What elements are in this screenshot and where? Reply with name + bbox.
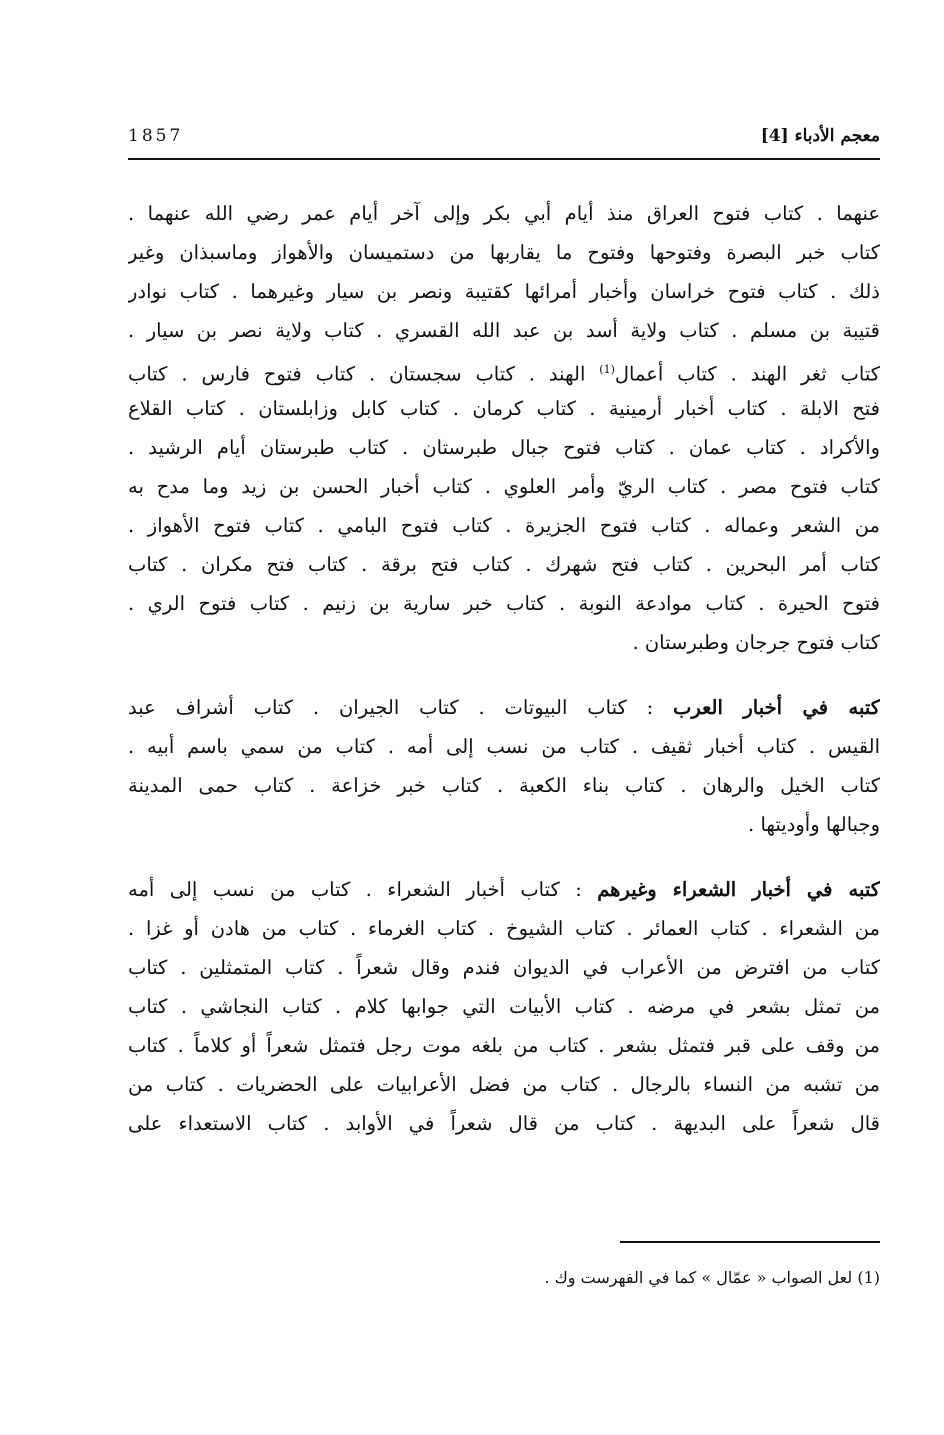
- line-start: كتاب ثغر الهند . كتاب أعمال: [614, 362, 880, 386]
- footnote: (1) لعل الصواب « عمّال » كما في الفهرست وك .: [544, 1268, 880, 1287]
- text-line: من الشعر وعماله . كتاب فتوح الجزيرة . كتاب فتوح البامي . كتاب فتوح الأهواز .: [128, 514, 880, 537]
- text-line: كتاب أمر البحرين . كتاب فتح شهرك . كتاب فتح برقة . كتاب فتح مكران . كتاب: [128, 553, 880, 576]
- paragraph-gap: [128, 844, 880, 870]
- page-number: 1857: [128, 126, 184, 146]
- text-line: كتاب فتوح مصر . كتاب الريّ وأمر العلوي . كتاب أخبار الحسن بن زيد وما مدح به: [128, 475, 880, 498]
- text-line: من تمثل بشعر في مرضه . كتاب الأبيات التي جوابها كلام . كتاب النجاشي . كتاب: [128, 995, 880, 1018]
- text-line: ذلك . كتاب فتوح خراسان وأخبار أمرائها كقتيبة ونصر بن سيار وغيرهما . كتاب نوادر: [128, 280, 880, 303]
- paragraph-arab-news: [128, 688, 880, 844]
- paragraph-poets: [128, 870, 880, 1143]
- page-header: [128, 124, 880, 154]
- text-line: من الشعراء . كتاب العمائر . كتاب الشيوخ . كتاب الغرماء . كتاب من هادن أو غزا .: [128, 917, 880, 940]
- text-line: عنهما . كتاب فتوح العراق منذ أيام أبي بكر وإلى آخر أيام عمر رضي الله عنهما .: [128, 202, 880, 225]
- section-heading: كتبه في أخبار الشعراء وغيرهم: [597, 878, 880, 901]
- section-heading: كتبه في أخبار العرب: [673, 696, 880, 719]
- text-line: من وقف على قبر فتمثل بشعر . كتاب من بلغه موت رجل فتمثل شعراً أو كلاماً . كتاب: [128, 1034, 880, 1057]
- header-rule: [128, 158, 880, 160]
- text-line: من تشبه من النساء بالرجال . كتاب من فضل الأعرابيات على الحضريات . كتاب من: [128, 1073, 880, 1096]
- line-rest: : كتاب أخبار الشعراء . كتاب من نسب إلى أمه: [128, 878, 598, 901]
- text-line: القيس . كتاب أخبار ثقيف . كتاب من نسب إلى أمه . كتاب من سمي باسم أبيه .: [128, 735, 880, 758]
- line-rest: : كتاب البيوتات . كتاب الجيران . كتاب أشراف عبد: [128, 696, 674, 719]
- text-line: كتاب من افترض من الأعراب في الديوان فندم وقال شعراً . كتاب المتمثلين . كتاب: [128, 956, 880, 979]
- text-line: فتوح الحيرة . كتاب موادعة النوبة . كتاب خبر سارية بن زنيم . كتاب فتوح الري .: [128, 592, 880, 615]
- running-title: معجم الأدباء [4]: [760, 126, 880, 146]
- text-line-with-heading: [128, 688, 880, 727]
- text-line: قال شعراً على البديهة . كتاب من قال شعراً في الأوابد . كتاب الاستعداء على: [128, 1112, 880, 1135]
- line-end: الهند . كتاب سجستان . كتاب فتوح فارس . كتاب: [128, 362, 600, 386]
- text-line: والأكراد . كتاب عمان . كتاب فتوح جبال طبرستان . كتاب طبرستان أيام الرشيد .: [128, 436, 880, 459]
- text-line: كتاب فتوح جرجان وطبرستان .: [632, 631, 880, 654]
- text-line-with-footnote: [128, 350, 880, 389]
- text-line: كتاب الخيل والرهان . كتاب بناء الكعبة . كتاب خبر خزاعة . كتاب حمى المدينة: [128, 774, 880, 797]
- text-line-with-heading: [128, 870, 880, 909]
- footnote-rule: [620, 1241, 880, 1243]
- text-line: فتح الابلة . كتاب أخبار أرمينية . كتاب كرمان . كتاب كابل وزابلستان . كتاب القلاع: [128, 397, 880, 420]
- main-text: [128, 194, 880, 1143]
- footnote-marker: (1): [599, 363, 615, 376]
- text-line: قتيبة بن مسلم . كتاب ولاية أسد بن عبد الله القسري . كتاب ولاية نصر بن سيار .: [128, 319, 880, 342]
- paragraph-gap: [128, 662, 880, 688]
- text-line: وجبالها وأوديتها .: [748, 813, 880, 836]
- text-line: كتاب خبر البصرة وفتوحها وفتوح ما يقاربها من دستميسان والأهواز وماسبذان وغير: [128, 241, 880, 264]
- paragraph-conquests: [128, 194, 880, 662]
